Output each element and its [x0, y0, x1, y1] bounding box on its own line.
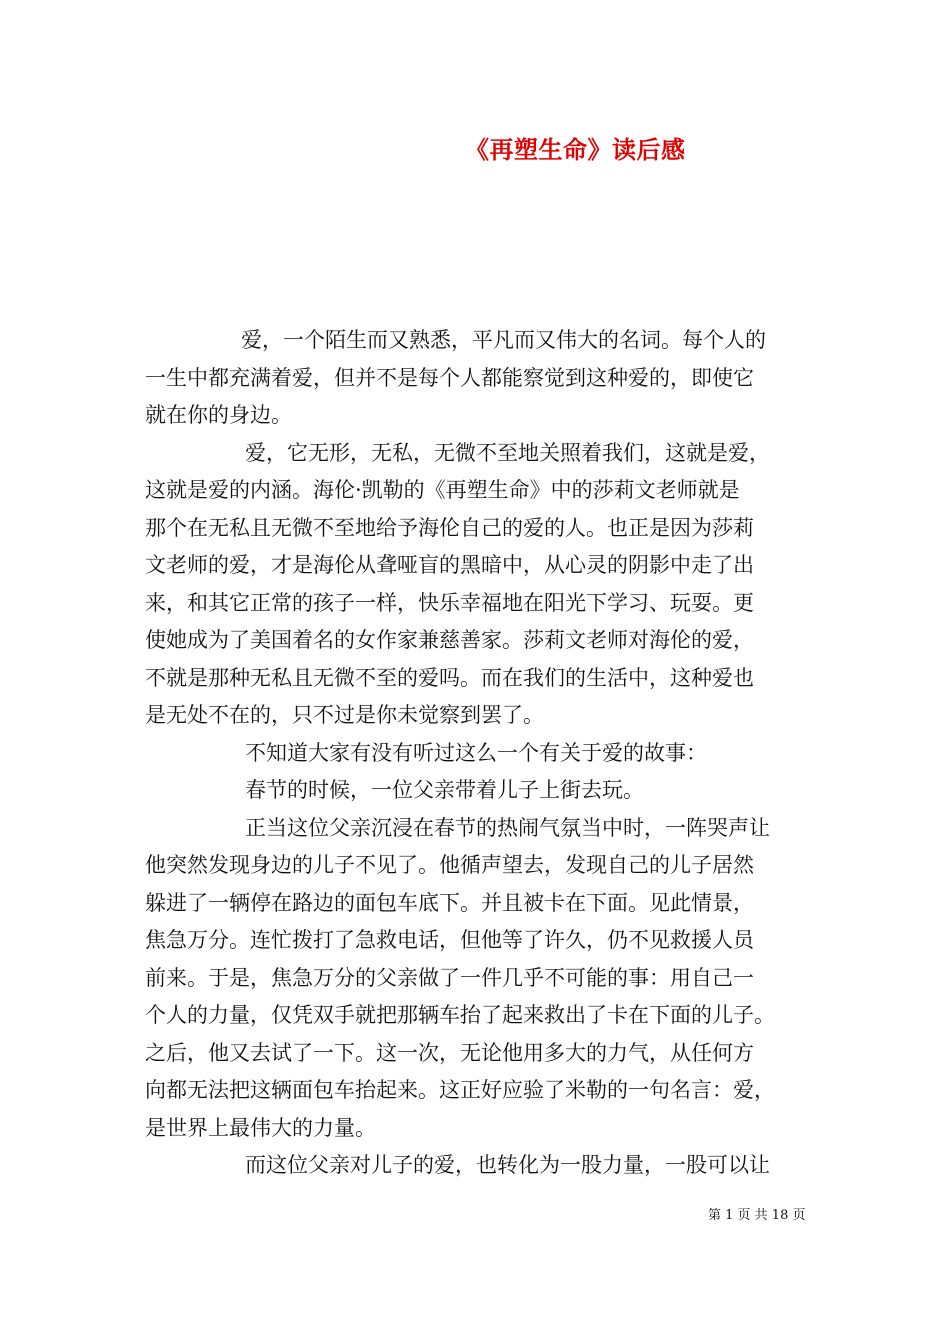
text-line: 一生中都充满着爱，但并不是每个人都能察觉到这种爱的，即使它	[145, 365, 754, 390]
text-line: 是无处不在的，只不过是你未觉察到罢了。	[145, 703, 544, 727]
text-line: 前来。于是，焦急万分的父亲做了一件几乎不可能的事：用自己一	[145, 965, 754, 990]
text-line: 个人的力量，仅凭双手就把那辆车抬了起来救出了卡在下面的儿子。	[145, 1003, 775, 1027]
text-line: 这就是爱的内涵。海伦·凯勒的《再塑生命》中的莎莉文老师就是	[145, 478, 740, 502]
text-line: 不就是那种无私且无微不至的爱吗。而在我们的生活中，这种爱也	[145, 665, 754, 690]
text-line: 使她成为了美国着名的女作家兼慈善家。莎莉文老师对海伦的爱，	[145, 628, 754, 652]
text-line: 就在你的身边。	[145, 403, 292, 427]
text-line: 他突然发现身边的儿子不见了。他循声望去，发现自己的儿子居然	[145, 853, 754, 877]
text-line: 焦急万分。连忙拨打了急救电话，但他等了许久，仍不见救援人员	[145, 928, 754, 952]
document-body	[145, 322, 810, 1185]
paragraph-4	[145, 772, 810, 810]
text-line: 而这位父亲对儿子的爱，也转化为一股力量，一股可以让	[245, 1153, 770, 1177]
text-line: 来，和其它正常的孩子一样，快乐幸福地在阳光下学习、玩耍。更	[145, 590, 754, 615]
text-line: 向都无法把这辆面包车抬起来。这正好应验了米勒的一句名言：爱，	[145, 1078, 775, 1102]
paragraph-5	[145, 810, 810, 1148]
text-line: 正当这位父亲沉浸在春节的热闹气氛当中时，一阵哭声让	[245, 815, 770, 840]
text-line: 爱，它无形，无私，无微不至地关照着我们，这就是爱，	[245, 440, 770, 465]
paragraph-1	[145, 322, 810, 435]
page-footer: 第 1 页 共 18 页	[708, 1208, 806, 1223]
text-line: 躲进了一辆停在路边的面包车底下。并且被卡在下面。见此情景，	[145, 890, 754, 915]
text-line: 爱，一个陌生而又熟悉，平凡而又伟大的名词。每个人的	[241, 328, 766, 352]
text-line: 那个在无私且无微不至地给予海伦自己的爱的人。也正是因为莎莉	[145, 515, 754, 540]
text-line: 春节的时候，一位父亲带着儿子上街去玩。	[245, 778, 644, 802]
paragraph-3	[145, 735, 810, 773]
paragraph-6	[145, 1147, 810, 1185]
text-line: 之后，他又去试了一下。这一次，无论他用多大的力气，从任何方	[145, 1040, 754, 1065]
text-line: 是世界上最伟大的力量。	[145, 1115, 376, 1140]
text-line: 不知道大家有没有听过这么一个有关于爱的故事：	[245, 740, 707, 765]
text-line: 文老师的爱，才是海伦从聋哑盲的黑暗中，从心灵的阴影中走了出	[145, 553, 754, 577]
paragraph-2	[145, 435, 810, 735]
document-title: 《再塑生命》读后感	[465, 135, 686, 164]
